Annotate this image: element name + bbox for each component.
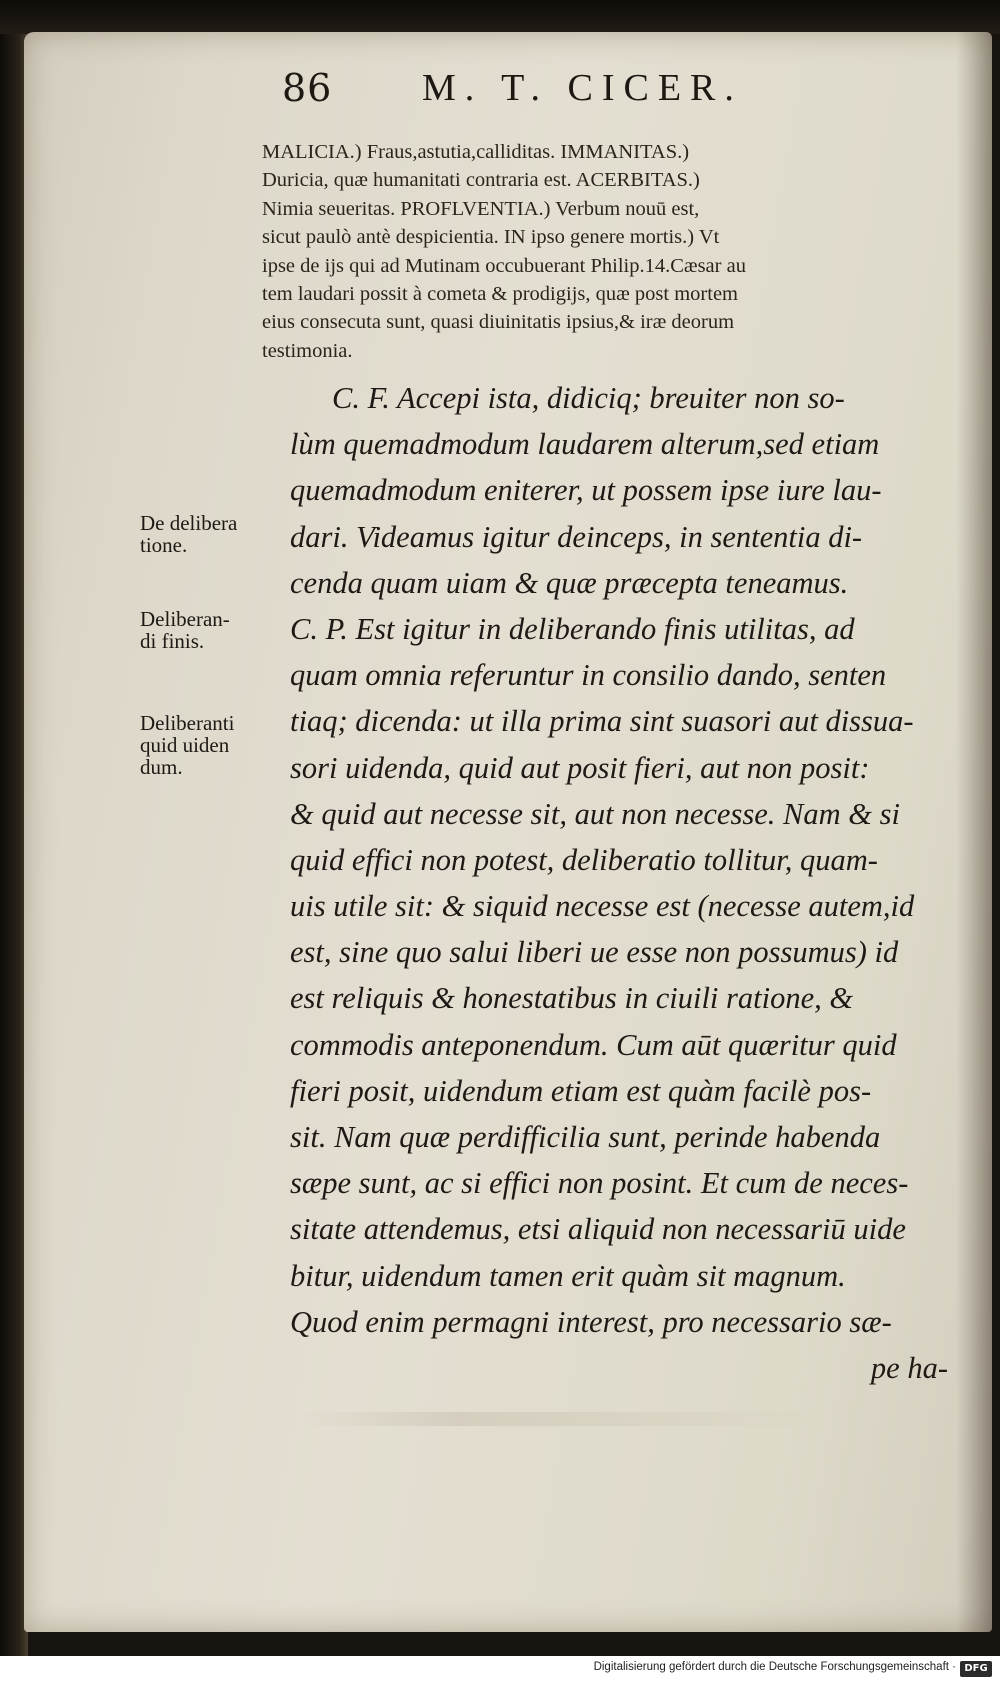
main-text-line: dari. Videamus igitur deinceps, in sententia di- xyxy=(290,519,863,554)
commentary-line: Duricia, quæ humanitati contraria est. ACERBITAS.) xyxy=(262,169,700,192)
margin-note-line: di finis. xyxy=(140,629,205,653)
main-text-line: sori uidenda, quid aut posit fieri, aut non posit: xyxy=(290,750,870,785)
margin-note-line: quid uiden xyxy=(140,733,230,757)
main-text-line: & quid aut necesse sit, aut non necesse. Nam & si xyxy=(290,796,900,831)
margin-note-line: tione. xyxy=(140,533,188,557)
page-number: 86 xyxy=(282,66,333,110)
commentary-line: Nimia seueritas. PROFLVENTIA.) Verbum nouū est, xyxy=(262,197,700,220)
main-text-line: C. F. Accepi ista, didiciq; breuiter non so- xyxy=(332,381,845,415)
catchword: pe ha- xyxy=(870,1350,948,1385)
margin-note-line: De delibera xyxy=(140,511,238,535)
margin-note-line: Deliberanti xyxy=(140,711,235,735)
running-title: M. T. CICER. xyxy=(422,67,743,109)
main-text-line: lùm quemadmodum laudarem alterum,sed etiam xyxy=(290,427,880,462)
main-text-line: Quod enim permagni interest, pro necessario sæ- xyxy=(290,1304,892,1339)
main-text-line: bitur, uidendum tamen erit quàm sit magnum. xyxy=(290,1258,846,1293)
main-text-line: C. P. Est igitur in deliberando finis utilitas, ad xyxy=(290,611,855,646)
margin-note-line: dum. xyxy=(140,755,183,779)
margin-note-deliberandi-finis xyxy=(140,608,290,652)
main-text-line: est reliquis & honestatibus in ciuili ratione, & xyxy=(290,981,854,1016)
main-text-line: cenda quam uiam & quæ præcepta teneamus. xyxy=(290,565,849,600)
main-text-line: quemadmodum eniterer, ut possem ipse iure lau- xyxy=(290,473,882,508)
main-text-line: commodis anteponendum. Cum aūt quæritur quid xyxy=(290,1027,897,1062)
show-through-text xyxy=(300,1412,820,1426)
commentary-line: MALICIA.) Fraus,astutia,calliditas. IMMANITAS.) xyxy=(262,141,690,163)
main-text-line: quid effici non potest, deliberatio tollitur, quam- xyxy=(290,842,878,877)
footer-credit-text: Digitalisierung gefördert durch die Deutsche Forschungsgemeinschaft · xyxy=(593,1661,956,1673)
commentary-line: ipse de ijs qui ad Mutinam occubuerant Philip.14.Cæsar au xyxy=(262,254,746,277)
main-text-line: tiaq; dicenda: ut illa prima sint suasori aut dissua- xyxy=(290,704,914,739)
margin-note-line: Deliberan- xyxy=(140,607,230,631)
main-text-block xyxy=(290,375,980,1391)
main-text-line: uis utile sit: & siquid necesse est (necesse autem,id xyxy=(290,889,915,924)
main-text-line: sit. Nam quæ perdifficilia sunt, perinde habenda xyxy=(290,1120,881,1154)
main-text-line: est, sine quo salui liberi ue esse non possumus) id xyxy=(290,935,899,970)
margin-note-deliberanti-quid-uidendum xyxy=(140,712,290,778)
commentary-line: eius consecuta sunt, quasi diuinitatis ipsius,& iræ deorum xyxy=(262,311,735,334)
main-text-line: sæpe sunt, ac si effici non posint. Et cum de neces- xyxy=(290,1166,909,1201)
main-text-line: fieri posit, uidendum etiam est quàm facilè pos- xyxy=(290,1073,872,1108)
commentary-line: sicut paulò antè despicientia. IN ipso genere mortis.) Vt xyxy=(262,226,720,249)
running-head xyxy=(282,64,812,124)
commentary-line: tem laudari possit à cometa & prodigijs, quæ post mortem xyxy=(262,282,738,305)
commentary-line: testimonia. xyxy=(262,339,353,362)
main-text-line: quam omnia referuntur in consilio dando, senten xyxy=(290,658,887,693)
book-edge-top xyxy=(0,0,1000,34)
dfg-logo-icon: DFG xyxy=(960,1661,992,1677)
main-text-line: sitate attendemus, etsi aliquid non necessariū uide xyxy=(290,1212,906,1247)
margin-note-de-deliberatione xyxy=(140,512,290,556)
commentary-block xyxy=(262,138,977,365)
digitization-footer xyxy=(0,1656,1000,1684)
